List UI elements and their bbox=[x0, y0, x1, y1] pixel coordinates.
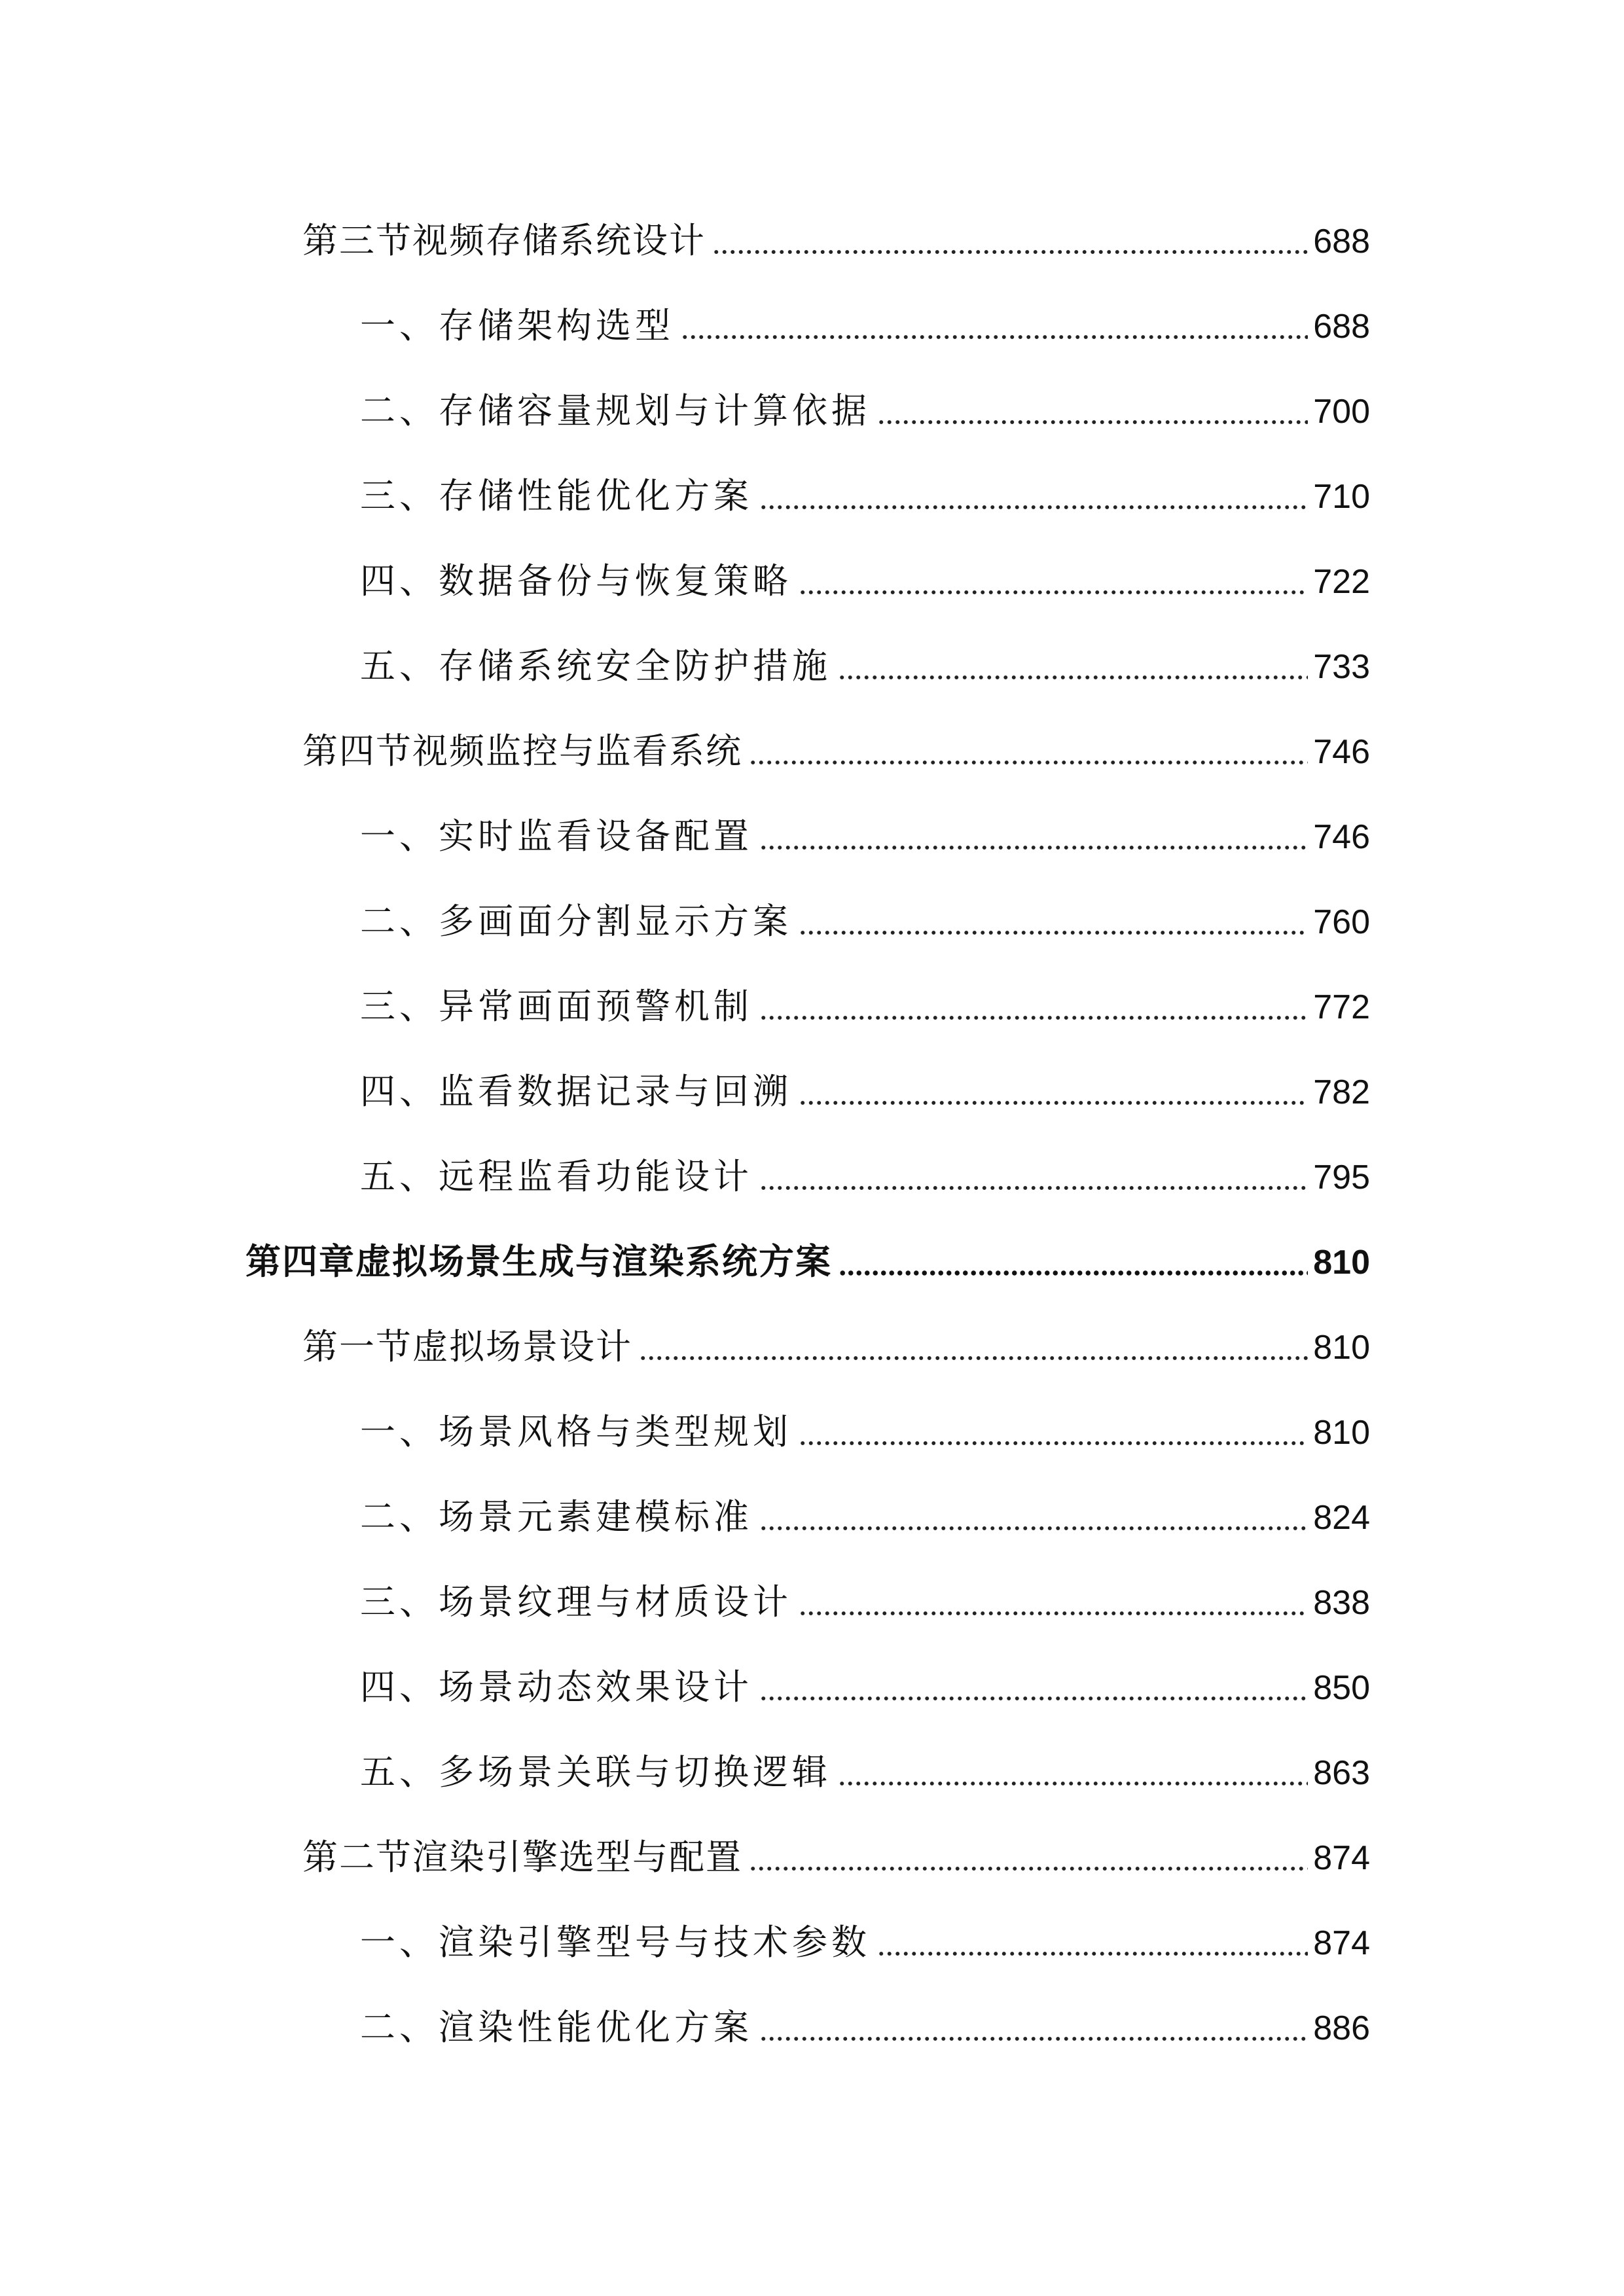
toc-entry-page: 746 bbox=[1313, 818, 1370, 856]
toc-entry-title: 五、多场景关联与切换逻辑 bbox=[360, 1751, 831, 1793]
toc-leader-dots bbox=[712, 249, 1308, 255]
toc-entry[interactable] bbox=[360, 300, 1370, 352]
toc-leader-dots bbox=[838, 1780, 1308, 1787]
toc-leader-dots bbox=[759, 504, 1308, 511]
toc-entry[interactable] bbox=[302, 1321, 1370, 1373]
toc-entry[interactable] bbox=[360, 1066, 1370, 1118]
toc-leader-dots bbox=[799, 929, 1308, 936]
toc-leader-dots bbox=[799, 589, 1308, 596]
toc-entry-title: 二、存储容量规划与计算依据 bbox=[360, 390, 871, 431]
toc-entry[interactable] bbox=[360, 1916, 1370, 1969]
toc-entry-page: 760 bbox=[1313, 903, 1370, 941]
toc-entry-page: 688 bbox=[1313, 308, 1370, 346]
toc-entry[interactable] bbox=[302, 215, 1370, 267]
toc-entry[interactable] bbox=[360, 1491, 1370, 1543]
toc-chapter-entry[interactable] bbox=[245, 1236, 1370, 1288]
toc-leader-dots bbox=[759, 1695, 1308, 1702]
toc-leader-dots bbox=[839, 1270, 1308, 1276]
toc-entry[interactable] bbox=[360, 1661, 1370, 1713]
toc-entry-page: 824 bbox=[1313, 1499, 1370, 1537]
toc-entry-title: 五、存储系统安全防护措施 bbox=[360, 645, 831, 687]
toc-entry[interactable] bbox=[302, 725, 1370, 778]
toc-leader-dots bbox=[639, 1355, 1308, 1361]
toc-leader-dots bbox=[799, 1610, 1308, 1617]
toc-entry[interactable] bbox=[302, 1831, 1370, 1884]
toc-entry-page: 886 bbox=[1313, 2009, 1370, 2047]
toc-entry[interactable] bbox=[360, 1406, 1370, 1458]
toc-entry-page: 746 bbox=[1313, 733, 1370, 771]
toc-leader-dots bbox=[681, 334, 1308, 340]
toc-leader-dots bbox=[799, 1440, 1308, 1446]
toc-entry[interactable] bbox=[360, 1576, 1370, 1628]
toc-leader-dots bbox=[877, 419, 1308, 425]
toc-entry[interactable] bbox=[360, 640, 1370, 692]
toc-leader-dots bbox=[759, 844, 1308, 851]
toc-entry-title: 一、场景风格与类型规划 bbox=[360, 1411, 792, 1452]
toc-entry-title: 四、监看数据记录与回溯 bbox=[360, 1071, 792, 1112]
toc-entry[interactable] bbox=[360, 810, 1370, 863]
toc-leader-dots bbox=[759, 2036, 1308, 2042]
toc-entry-page: 863 bbox=[1313, 1754, 1370, 1792]
toc-entry-title: 五、远程监看功能设计 bbox=[360, 1156, 753, 1197]
toc-entry-page: 810 bbox=[1313, 1244, 1370, 1282]
toc-entry-page: 782 bbox=[1313, 1073, 1370, 1111]
toc-entry[interactable] bbox=[360, 1151, 1370, 1203]
toc-entry-title: 一、渲染引擎型号与技术参数 bbox=[360, 1922, 871, 1963]
toc-entry-page: 688 bbox=[1313, 223, 1370, 260]
toc-entry[interactable] bbox=[360, 555, 1370, 607]
toc-entry-page: 850 bbox=[1313, 1669, 1370, 1707]
toc-entry-title: 第三节视频存储系统设计 bbox=[302, 220, 706, 261]
toc-leader-dots bbox=[749, 1865, 1308, 1872]
toc-entry-title: 三、存储性能优化方案 bbox=[360, 475, 753, 516]
toc-entry[interactable] bbox=[360, 980, 1370, 1033]
toc-entry-title: 二、场景元素建模标准 bbox=[360, 1496, 753, 1537]
toc-leader-dots bbox=[759, 1014, 1308, 1021]
toc-leader-dots bbox=[877, 1950, 1308, 1957]
toc-entry-page: 810 bbox=[1313, 1329, 1370, 1367]
toc-entry-title: 第一节虚拟场景设计 bbox=[302, 1326, 632, 1367]
toc-leader-dots bbox=[749, 759, 1308, 766]
toc-entry-title: 一、实时监看设备配置 bbox=[360, 816, 753, 857]
toc-entry-title: 四、数据备份与恢复策略 bbox=[360, 560, 792, 601]
toc-entry-title: 二、渲染性能优化方案 bbox=[360, 2007, 753, 2048]
toc-entry-page: 810 bbox=[1313, 1414, 1370, 1452]
toc-entry-title: 三、场景纹理与材质设计 bbox=[360, 1581, 792, 1623]
toc-entry-title: 第二节渲染引擎选型与配置 bbox=[302, 1837, 742, 1878]
toc-entry-title: 三、异常画面预警机制 bbox=[360, 986, 753, 1027]
toc-entry-page: 733 bbox=[1313, 648, 1370, 686]
toc-entry[interactable] bbox=[360, 1746, 1370, 1799]
toc-leader-dots bbox=[838, 674, 1308, 681]
toc-entry[interactable] bbox=[360, 895, 1370, 948]
toc-entry-page: 874 bbox=[1313, 1839, 1370, 1877]
toc-leader-dots bbox=[799, 1100, 1308, 1106]
toc-entry-page: 700 bbox=[1313, 393, 1370, 431]
toc-entry[interactable] bbox=[360, 470, 1370, 522]
toc-entry-page: 874 bbox=[1313, 1924, 1370, 1962]
toc-entry-title: 一、存储架构选型 bbox=[360, 305, 674, 346]
toc-leader-dots bbox=[759, 1525, 1308, 1532]
toc-entry-title: 四、场景动态效果设计 bbox=[360, 1666, 753, 1708]
toc-entry-page: 795 bbox=[1313, 1158, 1370, 1196]
toc-entry-title: 第四章虚拟场景生成与渲染系统方案 bbox=[245, 1241, 832, 1282]
toc-entry-page: 722 bbox=[1313, 563, 1370, 601]
toc-entry-page: 838 bbox=[1313, 1584, 1370, 1622]
toc-entry-title: 第四节视频监控与监看系统 bbox=[302, 730, 742, 772]
toc-entry-title: 二、多画面分割显示方案 bbox=[360, 901, 792, 942]
toc-entry-page: 710 bbox=[1313, 478, 1370, 516]
toc-entry-page: 772 bbox=[1313, 988, 1370, 1026]
toc-entry[interactable] bbox=[360, 2001, 1370, 2054]
toc-leader-dots bbox=[759, 1185, 1308, 1191]
toc-entry[interactable] bbox=[360, 385, 1370, 437]
